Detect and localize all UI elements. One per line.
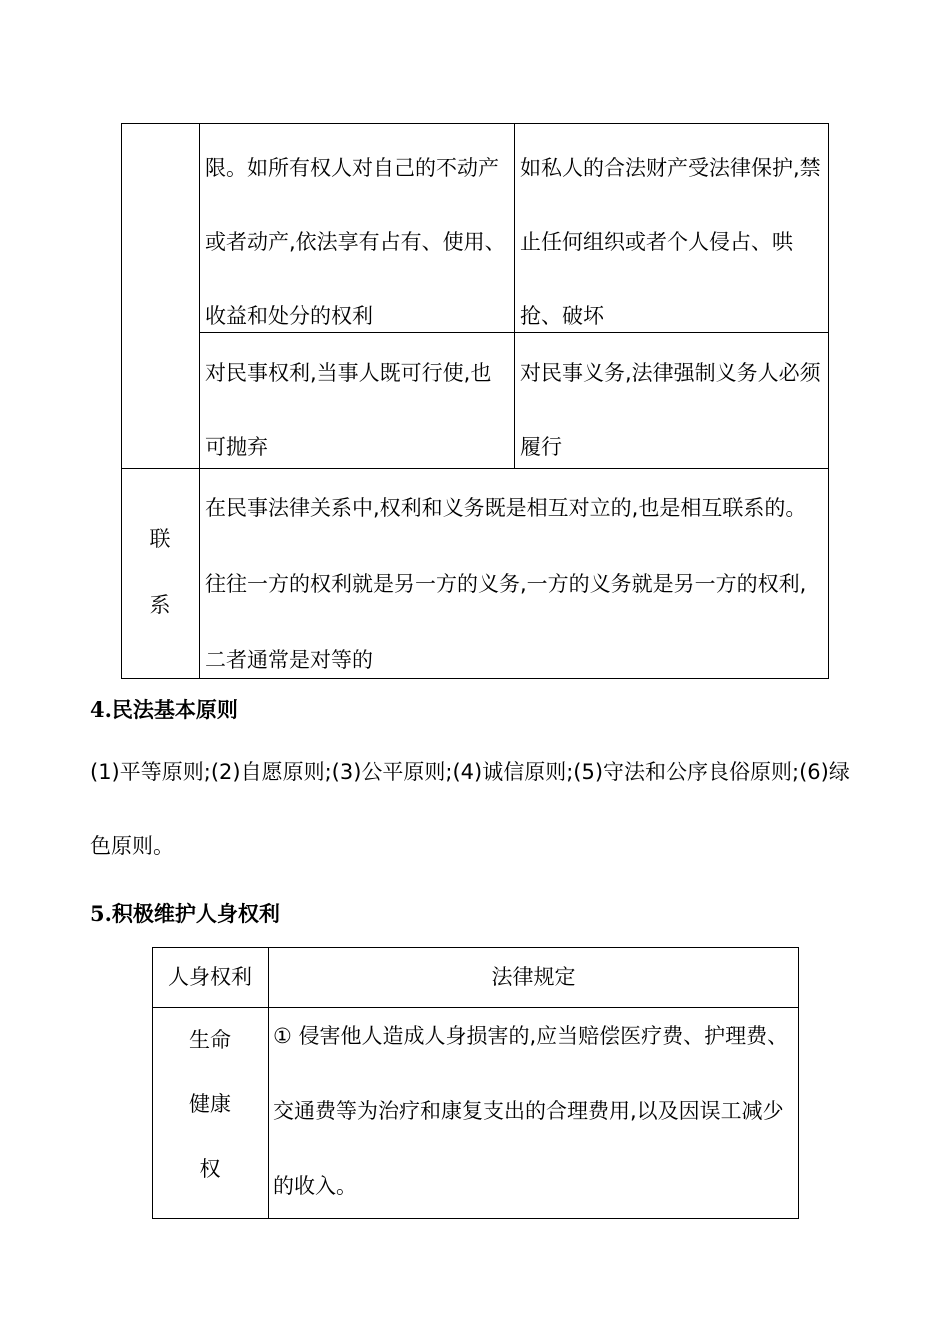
- cell-rights-desc: 限。如所有权人对自己的不动产或者动产,依法享有占有、使用、收益和处分的权利: [205, 156, 506, 328]
- header-personal-rights: 人身权利: [168, 965, 252, 989]
- cell-duties-enforce: 对民事义务,法律强制义务人必须履行: [520, 361, 821, 459]
- cell-rights-waive: 对民事权利,当事人既可行使,也可抛弃: [205, 361, 492, 459]
- section-4-heading: 4.民法基本原则: [90, 697, 238, 722]
- row-label-life-1: 生命: [189, 1028, 231, 1052]
- row-label-life-3: 权: [199, 1157, 221, 1181]
- table-continuation: [121, 123, 829, 679]
- row-label-connection-2: 系: [149, 593, 171, 617]
- personal-rights-table: [152, 947, 799, 1219]
- row-label-life-2: 健康: [189, 1092, 231, 1116]
- cell-connection-content: 在民事法律关系中,权利和义务既是相互对立的,也是相互联系的。往往一方的权利就是另一方的义务,一方的义务就是另一方的权利,二者通常是对等的: [205, 496, 807, 672]
- cell-duties-desc: 如私人的合法财产受法律保护,禁止任何组织或者个人侵占、哄抢、破坏: [520, 156, 821, 328]
- row-label-connection-1: 联: [149, 527, 171, 551]
- table-vline-1: [199, 123, 200, 679]
- section-4-text: (1)平等原则;(2)自愿原则;(3)公平原则;(4)诚信原则;(5)守法和公序良俗原则;(6)绿色原则。: [90, 760, 850, 858]
- table-vline-2: [514, 123, 515, 468]
- section-5-heading: 5.积极维护人身权利: [90, 901, 280, 926]
- cell-life-health-content: ① 侵害他人造成人身损害的,应当赔偿医疗费、护理费、交通费等为治疗和康复支出的合理费用,以及因误工减少的收入。: [273, 1024, 789, 1198]
- header-legal-provisions: 法律规定: [491, 965, 576, 989]
